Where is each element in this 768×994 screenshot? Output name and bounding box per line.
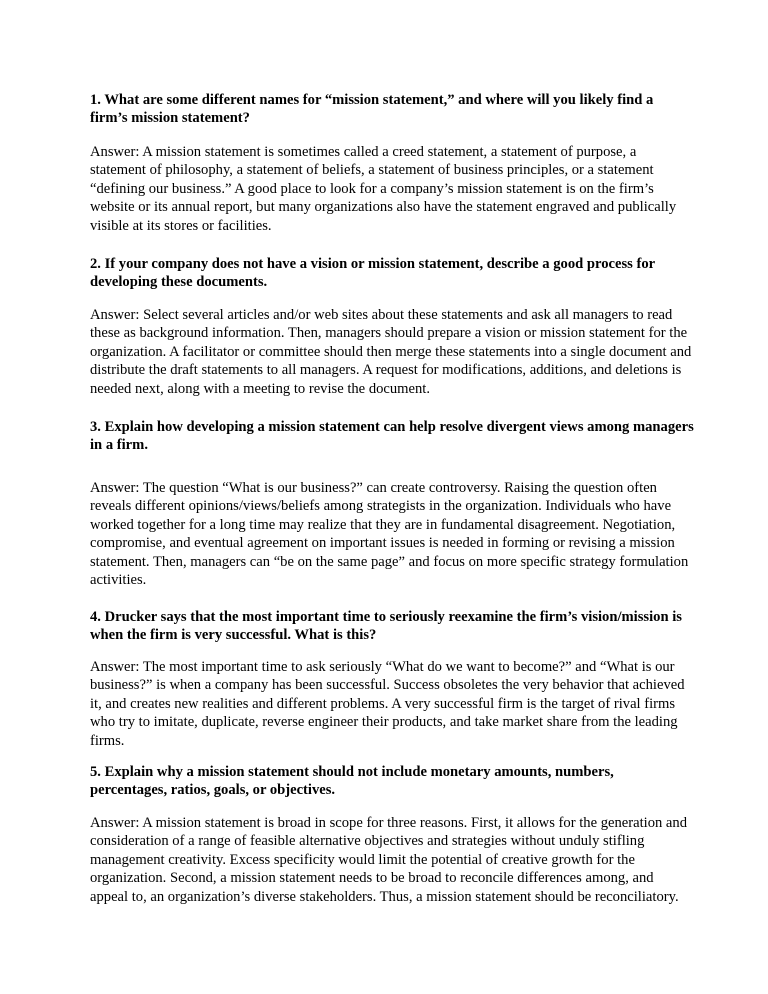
answer-line: these as background information. Then, managers should prepare a vision or mission statement for the: [90, 325, 688, 342]
answer-line: Answer: Select several articles and/or web sites about these statements and ask all managers to read: [90, 307, 673, 323]
answer-line: statement of philosophy, a statement of beliefs, a statement of business principles, or a statement: [90, 162, 654, 179]
question-line: firm’s mission statement?: [90, 110, 250, 127]
answer-line: activities.: [90, 572, 147, 589]
question-line: 4. Drucker says that the most important time to seriously reexamine the firm’s vision/mission is: [90, 609, 682, 625]
answer-line: consideration of a range of feasible alternative objectives and strategies without unduly stifling: [90, 833, 645, 850]
answer-line: needed next, along with a meeting to revise the document.: [90, 380, 431, 397]
answer-line: management creativity. Excess specificity would limit the potential of creative growth for the: [90, 851, 635, 868]
answer-line: it, and creates new realities and different problems. A very successful firm is the target of rival firms: [90, 695, 676, 712]
answer-line: reveals different opinions/views/beliefs among strategists in the organization. Individuals who have: [90, 498, 672, 515]
answer-line: distribute the draft statements to all managers. A request for modifications, additions, and deletions is: [90, 362, 682, 379]
question-1: [90, 91, 726, 128]
question-line: 3. Explain how developing a mission statement can help resolve divergent views among managers: [90, 419, 694, 435]
question-3: [90, 418, 726, 455]
question-2: [90, 255, 726, 292]
question-5: [90, 763, 726, 800]
answer-line: who try to imitate, duplicate, reverse engineer their products, and take market share from the leading: [90, 714, 678, 731]
question-line: 1. What are some different names for “mission statement,” and where will you likely find a: [90, 92, 654, 108]
answer-line: “defining our business.” A good place to look for a company’s mission statement is on the firm’s: [90, 180, 654, 197]
question-4: [90, 608, 726, 645]
answer-3: [90, 479, 726, 589]
answer-4: [90, 658, 726, 750]
question-line: 5. Explain why a mission statement should not include monetary amounts, numbers,: [90, 764, 614, 780]
answer-line: organization. A facilitator or committee should then merge these statements into a single document and: [90, 343, 692, 360]
question-line: percentages, ratios, goals, or objectives.: [90, 782, 336, 799]
answer-2: [90, 306, 726, 398]
answer-line: firms.: [90, 732, 125, 749]
answer-line: organization. Second, a mission statement needs to be broad to reconcile differences among, and: [90, 870, 654, 887]
answer-line: worked together for a long time may realize that they are in fundamental disagreement. Negotiation,: [90, 516, 676, 533]
answer-line: Answer: The question “What is our business?” can create controversy. Raising the question often: [90, 480, 657, 496]
answer-line: Answer: The most important time to ask seriously “What do we want to become?” and “What is our: [90, 659, 675, 675]
question-line: developing these documents.: [90, 274, 268, 291]
answer-line: Answer: A mission statement is broad in scope for three reasons. First, it allows for the generation and: [90, 815, 688, 831]
answer-line: compromise, and eventual agreement on important issues is needed in forming or revising a mission: [90, 535, 675, 552]
question-line: when the firm is very successful. What is this?: [90, 627, 377, 644]
answer-5: [90, 814, 726, 906]
question-line: in a firm.: [90, 437, 148, 454]
answer-line: Answer: A mission statement is sometimes called a creed statement, a statement of purpose, a: [90, 144, 637, 160]
answer-1: [90, 143, 726, 235]
answer-line: visible at its stores or facilities.: [90, 217, 272, 234]
answer-line: business?” is when a company has been successful. Success obsoletes the very behavior that achieved: [90, 677, 685, 694]
answer-line: appeal to, an organization’s diverse stakeholders. Thus, a mission statement should be reconciliatory.: [90, 888, 679, 905]
question-line: 2. If your company does not have a vision or mission statement, describe a good process for: [90, 256, 656, 272]
answer-line: statement. Then, managers can “be on the same page” and focus on more specific strategy formulation: [90, 553, 689, 570]
answer-line: website or its annual report, but many organizations also have the statement engraved and publically: [90, 199, 677, 216]
